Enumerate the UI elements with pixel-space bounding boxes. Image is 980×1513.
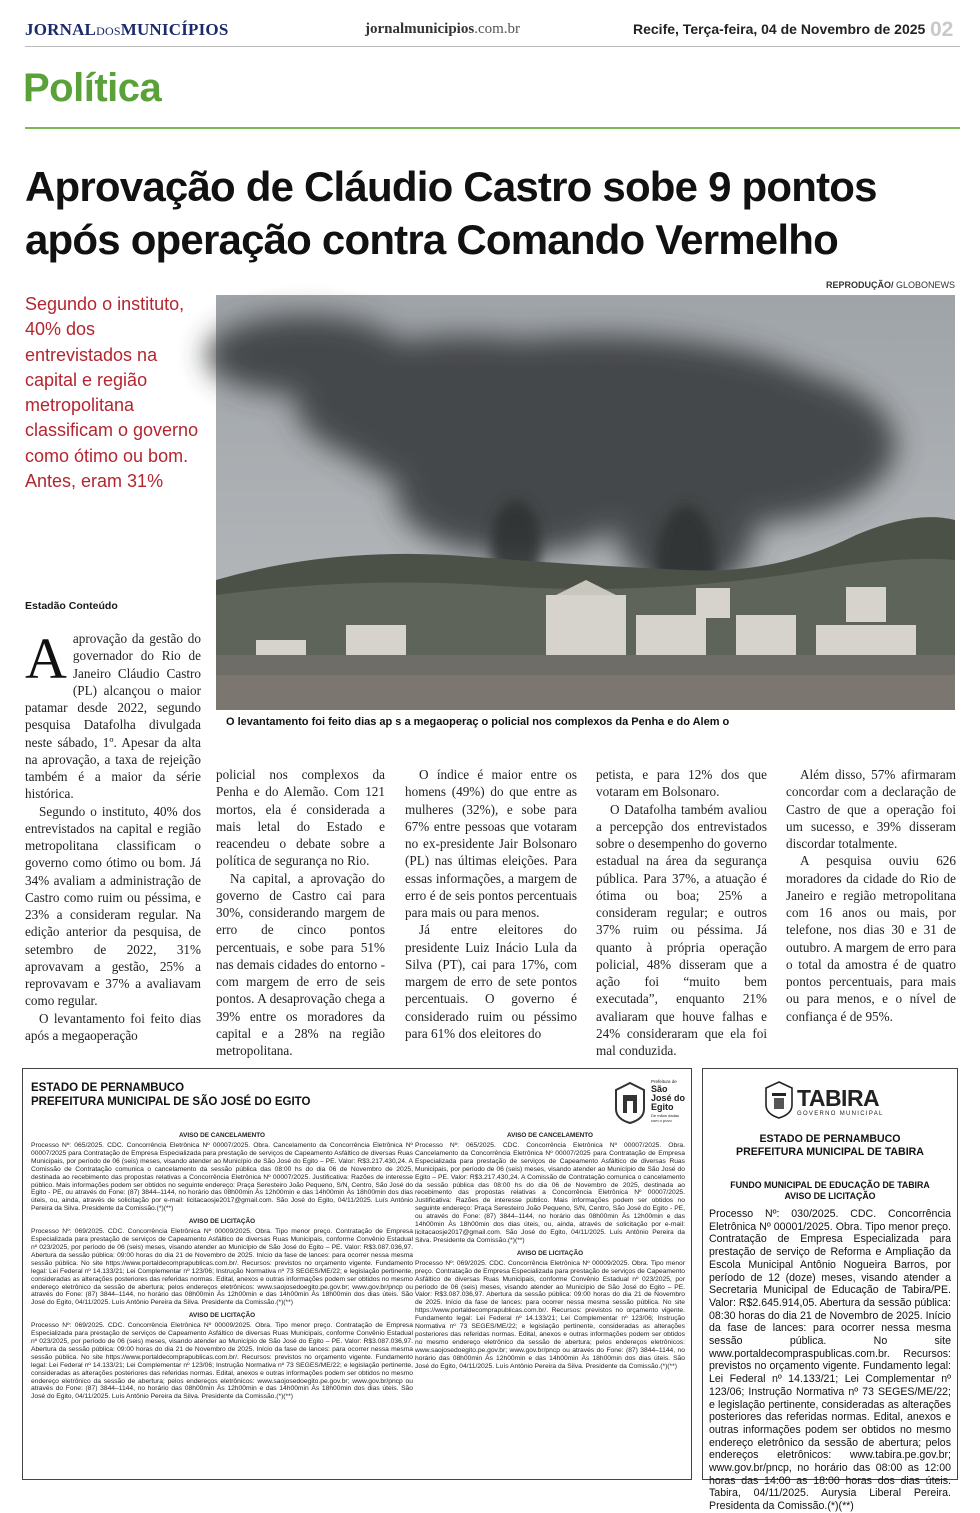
legal-notice-tabira: [702, 1068, 958, 1513]
tabira-notice-text: Processo Nº: 030/2025. CDC. Concorrência Eletrônica Nº 00001/2025. Obra. Tipo menor preço. Contratação de Empresa Especializada para prestação de serviço de Reforma e Ampliação da Escola Municipal Antônio Nogueira Barros, por período de 12 (doze) meses, visando atender a Secretaria Municipal de Educação de Tabira/PE. Valor: R$2.645.914,05. Abertura da sessão pública: 08:30 horas do dia 21 de Novembro de 2025. Início da fase de lances: para ocorrer nessa mesma sessão pública. No site www.portaldecompraspublicas.com.br. Recursos: previstos no orçamento vigente. Fundamento legal: Lei Federal nº 14.133/21; Lei Complementar nº 123/06; Instrução Normativa nº 73 SEGES/ME/22; e legislação pertinente, consideradas as alterações posteriores das referidas normas. Edital, anexos e outras informações podem ser obtidos no mesmo endereço eletrônico da sessão de abertura; pelos endereços eletrônicos: www.tabira.pe.gov.br; www.gov.br/pncp, no horário das 08:00 as 12:00 horas das 14:00 as 18:00 horas dos dias úteis. Tabira, 04/11/2025. Aurysia Liberal Pereira. Presidenta da Comissão.(*)(**): [709, 1208, 951, 1513]
page-number: 02: [930, 18, 954, 41]
paragraph: Aaprovação da gestão do governador do Rio de Janeiro Cláudio Castro (PL) alcançou o maior patamar desde 2022, segundo pesquisa Datafolha divulgada neste sábado, 1º. Apesar da alta na aprovação, a taxa de rejeição também é a maior da série histórica.: [25, 626, 201, 802]
paragraph: A pesquisa ouviu 626 moradores da cidade do Rio de Janeiro e região metropolitana com 16 anos ou mais, por telefone, nos dias 30 e 31 de outubro. A margem de erro para o total da amostra é de quatro pontos percentuais, para mais ou para menos, e o nível de confiança é de 95%.: [786, 853, 956, 1024]
masthead-divider: [25, 46, 960, 47]
headline: Aprovação de Cláudio Castro sobe 9 pontos após operação contra Comando Vermelho: [25, 163, 877, 263]
article-column-3: [405, 766, 577, 1050]
paragraph: Segundo o instituto, 40% dos entrevistados na capital e região metropolitana classificam o governo como ótimo ou bom. Já 34% avaliam a administração de Castro como ruim ou péssima, e 23% a consideram regular. Na edição anterior da pesquisa, de setembro de 2022, 31% aprovavam a gestão, 25% a reprovavam e 37% a avaliavam como regular.: [25, 803, 201, 1009]
smoke-cityscape-illustration: [216, 295, 955, 710]
paragraph: Além disso, 57% afirmaram concordar com a declaração de Castro de que a operação foi um sucesso, e 39% disseram discordar totalmente.: [786, 767, 956, 851]
tabira-notice-title: FUNDO MUNICIPAL DE EDUCAÇÃO DE TABIRA AVISO DE LICITAÇÃO: [730, 1180, 930, 1201]
article-photo[interactable]: [216, 295, 955, 710]
paragraph: O índice é maior entre os homens (49%) do que entre as mulheres (32%), e sobe para 67% entre pessoas que votaram no ex-presidente Jair Bolsonaro (PL) nas últimas eleições. Para essas informações, a margem de erro é de seis pontos percentuais para mais ou para menos.: [405, 767, 577, 920]
byline: Estadão Conteúdo: [25, 600, 118, 612]
paragraph: Na capital, a aprovação do governo de Castro cai para 30%, considerando margem de erro de cinco pontos percentuais, e sobe para 51% nas demais cidades do entorno - com margem de erro de seis pontos. A desaprovação chega a 39% entre os moradores da capital e a 28% na região metropolitana.: [216, 870, 385, 1058]
paragraph: Já entre eleitores do presidente Luiz Inácio Lula da Silva (PT), cai para 17%, com margem de erro de sete pontos percentuais. O governo é considerado ruim ou péssimo para 61% dos eleitores do: [405, 922, 577, 1041]
notice-block: AVISO DE LICITAÇÃO Processo Nº: 069/2025. CDC. Concorrência Eletrônica Nº 00009/2025. Obra. Tipo menor preço. Contratação de Empresa Especializada para prestação de serviços de Capeamento Asfáltico de diversas Ruas Municipais, conforme Convênio Estadual nº 023/2025, por período de 06 (seis) meses, visando atender ao Município de São José do Egito – PE. Valor: R$3.087.036,97. Abertura da sessão pública: 09:00 horas do dia 21 de Novembro de 2025. Início da fase de lances: para ocorrer nessa mesma sessão pública. No site https://www.portaldecomprapublicas.com.br/. Recursos: previstos no orçamento vigente. Fundamento legal: Lei Federal nº 14.133/21; Lei Complementar nº 123/06; Instrução Normativa nº 73 SEGES/ME/22; e legislação pertinente, consideradas as alterações posteriores das referidas normas. Edital, anexos e outras informações podem ser obtidos no mesmo endereço eletrônico da sessão de abertura; pelos endereços eletrônicos: www.saojosedoegito.pe.gov.br; www.gov.br/pncp ou através do Fone: (87) 3844–1144, no horário das 08h00min Às 12h00min e das 14h00min Às 18h00min dos dias úteis. São José do Egito, 04/11/2025. Luís Antônio Pereira da Silva. Presidente da Comissão.(*)(**): [31, 1312, 413, 1401]
tabira-heading: ESTADO DE PERNAMBUCO PREFEITURA MUNICIPAL DE TABIRA: [736, 1133, 924, 1158]
article-column-5: [786, 766, 956, 1050]
tabira-logo: TABIRA GOVERNO MUNICIPAL: [709, 1077, 951, 1123]
notice-right-column: [415, 1127, 685, 1370]
notice-block: AVISO DE LICITAÇÃO Processo Nº: 069/2025. CDC. Concorrência Eletrônica Nº 00009/2025. Obra. Tipo menor preço. Contratação de Empresa Especializada para prestação de serviços de Capeamento Asfáltico de diversas Ruas Municipais, conforme Convênio Estadual nº 023/2025, por período de 06 (seis) meses, visando atender ao Município de São José do Egito – PE. Valor: R$3.087.036,97. Abertura da sessão pública: 09:00 horas do dia 21 de Novembro de 2025. Início da fase de lances: para ocorrer nessa mesma sessão pública. No site https://www.portaldecomprapublicas.com.br/. Recursos: previstos no orçamento vigente. Fundamento legal: Lei Federal nº 14.133/21; Lei Complementar nº 123/06; Instrução Normativa nº 73 SEGES/ME/22; e legislação pertinente, consideradas as alterações posteriores das referidas normas. Edital, anexos e outras informações podem ser obtidos no mesmo endereço eletrônico da sessão de abertura; pelos endereços eletrônicos: www.saojosedoegito.pe.gov.br; www.gov.br/pncp ou através do Fone: (87) 3844–1144, no horário das 08h00min Às 12h00min e das 14h00min Às 18h00min dos dias úteis. São José do Egito, 04/11/2025. Luís Antônio Pereira da Silva. Presidente da Comissão.(*)(**): [415, 1249, 685, 1370]
lead-summary: Segundo o instituto, 40% dos entrevistados na capital e região metropolitana classificam o governo como ótimo ou bom. Antes, eram 31%: [25, 294, 199, 492]
dateline: Recife, Terça-feira, 04 de Novembro de 2025: [633, 21, 926, 37]
notice-municipality: PREFEITURA MUNICIPAL DE SÃO JOSÉ DO EGITO: [31, 1096, 311, 1108]
paragraph: petista, e para 12% dos que votaram em Bolsonaro.: [596, 767, 767, 800]
section-title: Política: [23, 66, 162, 110]
paragraph: O Datafolha também avaliou a percepção dos entrevistados sobre o desempenho do governo estadual na área da segurança pública. Para 37%, a atuação é ótima ou boa; 25% a consideram regular; e outros 37% ruim ou péssima. Já quanto à própria operação policial, 48% disseram que a ação foi “muito bem executada”, enquanto 21% avaliaram que houve falhas e 24% consideraram que ela foi mal conduzida.: [596, 801, 767, 1058]
crest-icon: [765, 1081, 793, 1119]
masthead: [25, 20, 960, 44]
site-url[interactable]: jornalmunicipios.com.br: [365, 21, 521, 37]
notice-block: AVISO DE CANCELAMENTO Processo Nº: 065/2025. CDC. Concorrência Eletrônica Nº 00007/2025. Obra. Cancelamento da Concorrência Eletrônica Nº 00007/2025 para Contratação de Empresa Especializada para prestação de serviços de Capeamento Asfáltico de diversas Ruas Municipais, por período de 06 (seis) meses, visando atender ao Município de São José do Egito – PE. Valor: R$3.217.430,24. A Comissão de Contratação comunica o cancelamento da sessão pública das 08:00 hs do dia 06 de Novembro de 2025, destinada ao recebimento das propostas relativas a Concorrência Eletrônica Nº 00007/2025. Justificativa: Razões de interesse público. Mais informações podem ser obtidos no seguinte endereço: Praça Seresteiro João Pequeno, S/N, Centro, São José do Egito - PE, ou através do Fone: (87) 3844–1144, no horário das 08h00min Às 12h00min e das 14h00min Às 18h00min dos dias úteis, ou, ainda, através de solicitação por e-mail: licitacaosje2017@gmail.com. São José do Egito, 04/11/2025. Luís Antônio Pereira da Silva. Presidente da Comissão.(*)(**): [31, 1132, 413, 1213]
paragraph: policial nos complexos da Penha e do Alemão. Com 121 mortos, ela é considerada a mais letal do Estado e reacendeu o debate sobre a política de segurança no Rio.: [216, 767, 385, 869]
notice-state: ESTADO DE PERNAMBUCO: [31, 1082, 185, 1094]
newspaper-logo[interactable]: JORNALDOSMUNICÍPIOS: [25, 20, 229, 39]
crest-icon: [613, 1081, 647, 1125]
photo-credit: REPRODUÇÃO/ GLOBONEWS: [825, 280, 955, 290]
photo-caption: O levantamento foi feito dias ap s a megaoperaç o policial nos complexos da Penha e do Alem o: [226, 716, 730, 728]
section-divider: [25, 127, 960, 129]
notice-block: AVISO DE CANCELAMENTO Processo Nº: 065/2025. CDC. Concorrência Eletrônica Nº 00007/2025. Obra. Cancelamento da Concorrência Eletrônica Nº 00007/2025 para Contratação de Empresa Especializada para prestação de serviços de Capeamento Asfáltico de diversas Ruas Municipais, por período de 06 (seis) meses, visando atender ao Município de São José do Egito – PE. Valor: R$3.217.430,24. A Comissão de Contratação comunica o cancelamento da sessão pública das 08:00 hs do dia 06 de Novembro de 2025, destinada ao recebimento das propostas relativas a Concorrência Eletrônica Nº 00007/2025. Justificativa: Razões de interesse público. Mais informações podem ser obtidos no seguinte endereço: Praça Seresteiro João Pequeno, S/N, Centro, São José do Egito - PE, ou através do Fone: (87) 3844–1144, no horário das 08h00min Às 12h00min e das 14h00min Às 18h00min dos dias úteis, ou, ainda, através de solicitação por e-mail: licitacaosje2017@gmail.com. São José do Egito, 04/11/2025. Luís Antônio Pereira da Silva. Presidente da Comissão.(*)(**): [415, 1132, 685, 1244]
sao-jose-do-egito-logo: Prefeitura de São José do Egito De mãos dadas com o povo: [613, 1079, 688, 1129]
notice-left-column: [31, 1127, 413, 1401]
article-column-1: [25, 626, 201, 1050]
paragraph: O levantamento foi feito dias após a megaoperação: [25, 1010, 201, 1043]
legal-notice-sao-jose-do-egito: [22, 1068, 692, 1480]
notice-block: AVISO DE LICITAÇÃO Processo Nº: 069/2025. CDC. Concorrência Eletrônica Nº 00009/2025. Obra. Tipo menor preço. Contratação de Empresa Especializada para prestação de serviços de Capeamento Asfáltico de diversas Ruas Municipais, conforme Convênio Estadual nº 023/2025, por período de 06 (seis) meses, visando atender ao Município de São José do Egito – PE. Valor: R$3.087.036,97. Abertura da sessão pública: 09:00 horas do dia 21 de Novembro de 2025. Início da fase de lances: para ocorrer nessa mesma sessão pública. No site https://www.portaldecomprapublicas.com.br/. Recursos: previstos no orçamento vigente. Fundamento legal: Lei Federal nº 14.133/21; Lei Complementar nº 123/06; Instrução Normativa nº 73 SEGES/ME/22; e legislação pertinente, consideradas as alterações posteriores das referidas normas. Edital, anexos e outras informações podem ser obtidos no mesmo endereço eletrônico da sessão de abertura; pelos endereços eletrônicos: www.saojosedoegito.pe.gov.br; www.gov.br/pncp ou através do Fone: (87) 3844–1144, no horário das 08h00min Às 12h00min e das 14h00min Às 18h00min dos dias úteis. São José do Egito, 04/11/2025. Luís Antônio Pereira da Silva. Presidente da Comissão.(*)(**): [31, 1218, 413, 1307]
article-column-4: [596, 766, 767, 1058]
drop-cap: A: [25, 626, 67, 691]
article-column-2: [216, 766, 385, 1058]
